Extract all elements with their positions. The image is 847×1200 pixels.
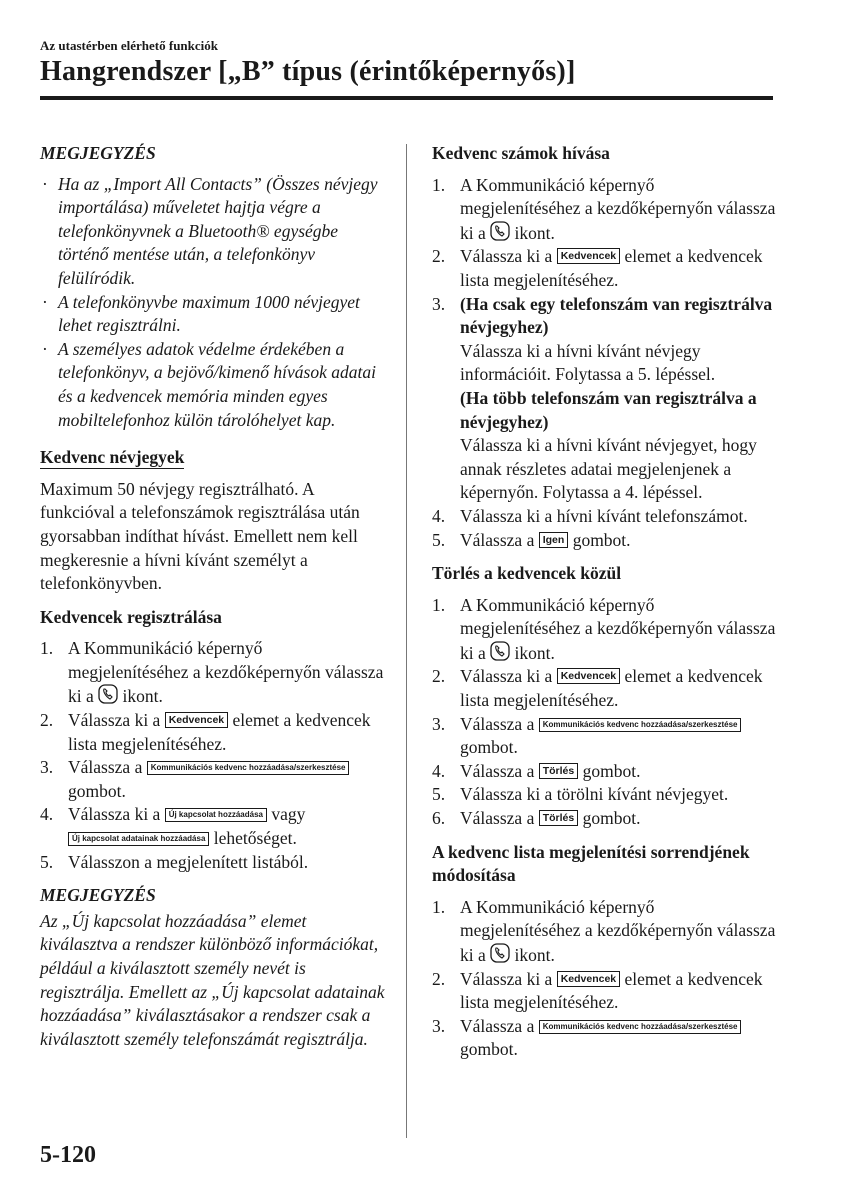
header-rule: [40, 96, 773, 100]
phone-handset-icon: [490, 943, 510, 963]
bullet-icon: ·: [42, 338, 48, 359]
phone-handset-icon: [490, 641, 510, 661]
steps-list: [432, 594, 777, 831]
step-item: 4. Válassza ki a hívni kívánt telefonszámot.: [432, 505, 748, 526]
note-item: · A személyes adatok védelme érdekében a telefonkönyv, a bejövő/kimenő hívások adatai és a kedvencek memória minden egyes mobiltelefonhoz külön tárolóhelyet kap.: [42, 338, 376, 430]
body-paragraph: Maximum 50 névjegy regisztrálható. A funkcióval a telefonszámok regisztrálása után gyorsabban indíthat hívást. Emellett nem kell megkeresnie a hívni kívánt személyt a telefonkönyvben.: [40, 478, 360, 594]
note-item: · Ha az „Import All Contacts” (Összes névjegy importálása) műveletet hajtja végre a telefonkönyvnek a Bluetooth® egységbe történő mentése után, a telefonkönyv felülíródik.: [42, 173, 378, 288]
note-list: [40, 173, 385, 433]
favorites-button: Kedvencek: [557, 971, 620, 987]
step-item: 5. Válassza a Igen gombot.: [432, 529, 631, 550]
section-heading: Kedvencek regisztrálása: [40, 606, 222, 627]
yes-button: Igen: [539, 532, 569, 548]
step-item: 1. A Kommunikáció képernyő megjelenítéséhez a kezdőképernyőn válassza ki a ikont.: [40, 638, 384, 707]
note-item: · A telefonkönyvbe maximum 1000 névjegyet lehet regisztrálni.: [42, 291, 360, 336]
bullet-icon: ·: [42, 173, 48, 194]
section-heading: Kedvenc névjegyek: [40, 447, 185, 468]
step-item: 1. A Kommunikáció képernyő megjelenítéséhez a kezdőképernyőn válassza ki a ikont.: [432, 174, 776, 243]
phone-handset-icon: [490, 221, 510, 241]
favorites-button: Kedvencek: [165, 712, 228, 728]
left-column: [40, 142, 385, 1051]
step-item: 1. A Kommunikáció képernyő megjelenítéséhez a kezdőképernyőn válassza ki a ikont.: [432, 896, 776, 965]
step-item: 2. Válassza ki a Kedvencek elemet a kedvencek lista megjelenítéséhez.: [432, 246, 763, 290]
step-item: 5. Válassza ki a törölni kívánt névjegyet.: [432, 784, 729, 805]
step-item: 3. Válassza a Kommunikációs kedvenc hozzáadása/szerkesztése gombot.: [432, 1015, 777, 1062]
step-item: 2. Válassza ki a Kedvencek elemet a kedvencek lista megjelenítéséhez.: [432, 666, 763, 711]
section-heading: A kedvenc lista megjelenítési sorrendjének módosítása: [432, 841, 750, 886]
note-paragraph: Az „Új kapcsolat hozzáadása” elemet kiválasztva a rendszer különböző információkat, például a kiválasztott személy nevét is regisztrálja. Emellett az „Új kapcsolat adatainak hozzáadása” kiválasztásakor a rendszer csak a kiválasztott személy telefonszámát regisztrálja.: [40, 910, 385, 1049]
favorites-button: Kedvencek: [557, 668, 620, 684]
page-title: Hangrendszer [„B” típus (érintőképernyős)]: [40, 56, 576, 87]
step-item: 3. Válassza a Kommunikációs kedvenc hozzáadása/szerkesztése gombot.: [40, 756, 385, 803]
section-heading: Törlés a kedvencek közül: [432, 563, 622, 584]
add-contact-details-button: Új kapcsolat adatainak hozzáadása: [68, 832, 209, 846]
step-item: 3. (Ha csak egy telefonszám van regisztrálva névjegyhez) Válassza ki a hívni kívánt névjegy információit. Folytassa a 5. lépéssel. (Ha több telefonszám van regisztrálva a névjegyhez) Válassza ki a hívni kívánt névjegyet, hogy annak részletes adatai megjelenjenek a képernyőn. Folytassa a 4. lépéssel.: [432, 293, 773, 503]
step-item: 5. Válasszon a megjelenített listából.: [40, 851, 309, 872]
section-header: Az utastérben elérhető funkciók: [40, 38, 219, 53]
steps-list: [432, 174, 777, 553]
section-heading: Kedvenc számok hívása: [432, 143, 610, 163]
add-edit-favorite-button: Kommunikációs kedvenc hozzáadása/szerkesztése: [539, 718, 742, 732]
step-item: 6. Válassza a Törlés gombot.: [432, 808, 641, 829]
steps-list: [40, 637, 385, 874]
step-item: 2. Válassza ki a Kedvencek elemet a kedvencek lista megjelenítéséhez.: [40, 710, 371, 754]
step-item: 4. Válassza a Törlés gombot.: [432, 760, 641, 781]
step-item: 4. Válassza ki a Új kapcsolat hozzáadása vagy Új kapcsolat adatainak hozzáadása lehetőséget.: [40, 804, 306, 849]
phone-handset-icon: [98, 684, 118, 704]
add-edit-favorite-button: Kommunikációs kedvenc hozzáadása/szerkesztése: [539, 1020, 742, 1034]
step-item: 3. Válassza a Kommunikációs kedvenc hozzáadása/szerkesztése gombot.: [432, 713, 777, 760]
column-divider: [406, 144, 407, 1138]
steps-list: [432, 896, 777, 1062]
note-label: MEGJEGYZÉS: [40, 143, 156, 163]
bullet-icon: ·: [42, 291, 48, 312]
page-number: 5-120: [40, 1142, 96, 1168]
right-column: [432, 142, 777, 1070]
add-edit-favorite-button: Kommunikációs kedvenc hozzáadása/szerkesztése: [147, 761, 350, 775]
favorites-button: Kedvencek: [557, 248, 620, 264]
delete-button: Törlés: [539, 810, 579, 826]
delete-button: Törlés: [539, 763, 579, 779]
note-label: MEGJEGYZÉS: [40, 885, 156, 906]
add-new-contact-button: Új kapcsolat hozzáadása: [165, 808, 267, 822]
step-item: 2. Válassza ki a Kedvencek elemet a kedvencek lista megjelenítéséhez.: [432, 968, 763, 1013]
step-item: 1. A Kommunikáció képernyő megjelenítéséhez a kezdőképernyőn válassza ki a ikont.: [432, 594, 776, 663]
